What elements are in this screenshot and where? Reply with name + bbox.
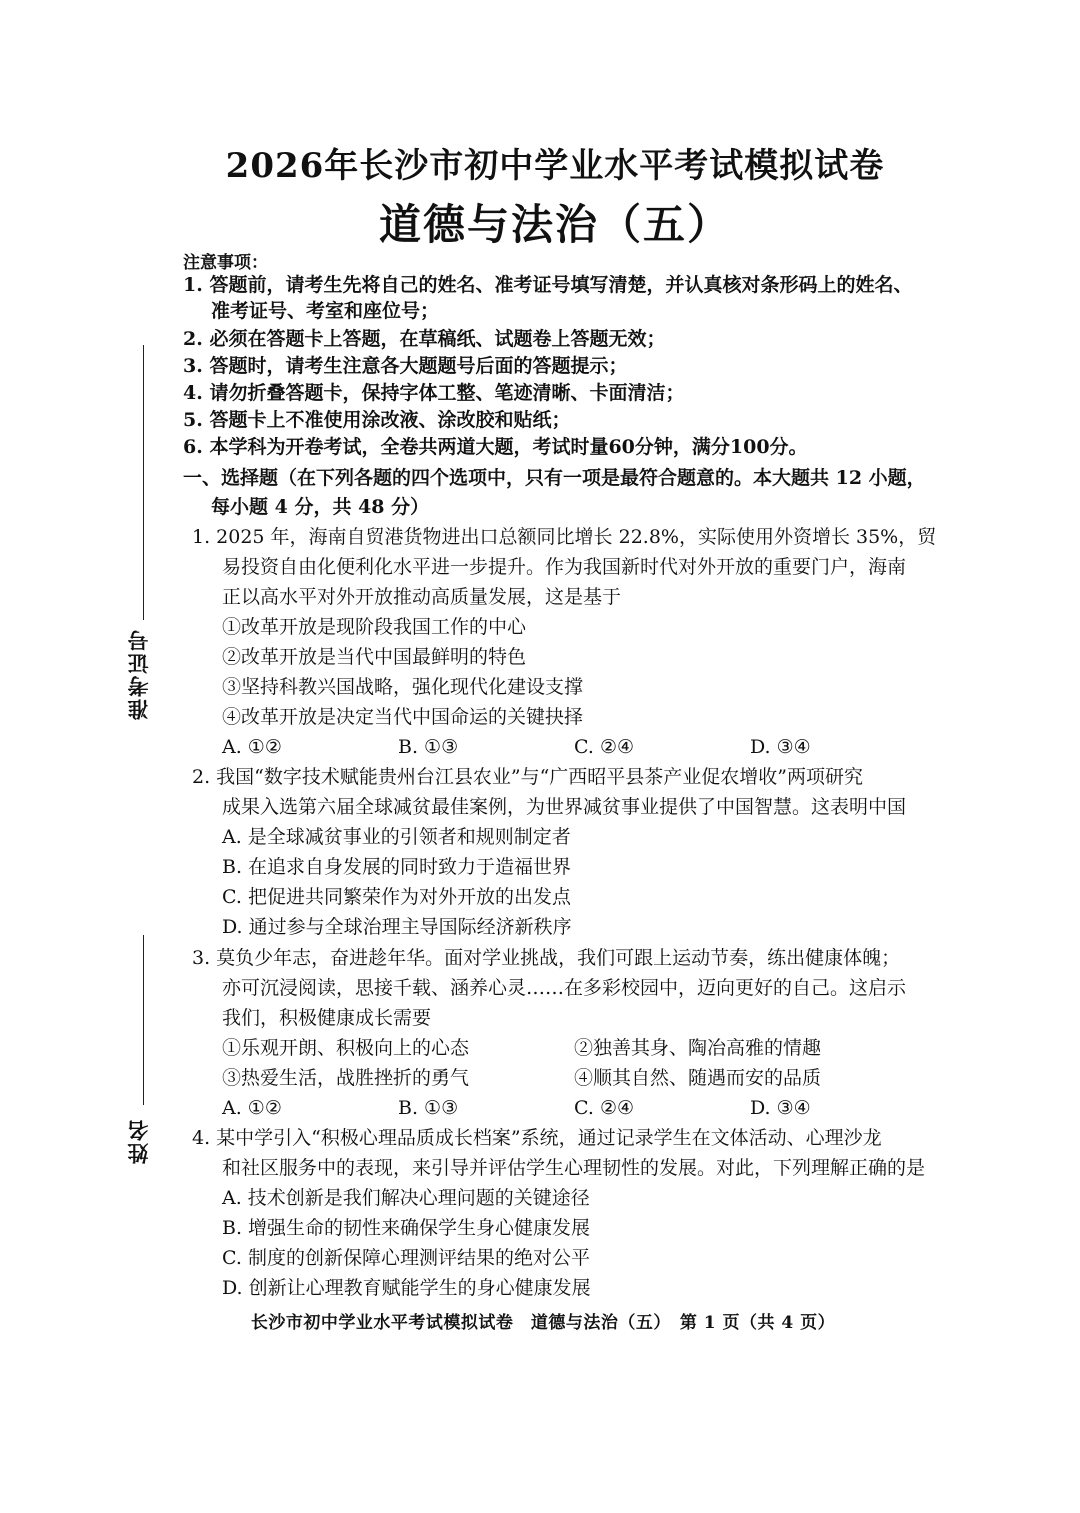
question-1-text: 1. 2025 年，海南自贸港货物进出口总额同比增长 22.8%，实际使用外资增长 35%，贸 [192, 526, 937, 548]
page-footer: 长沙市初中学业水平考试模拟试卷 道德与法治（五） 第 1 页（共 4 页） [250, 1313, 836, 1333]
question-2-option-a: A. 是全球减贫事业的引领者和规则制定者 [222, 826, 571, 848]
question-2-text: 成果入选第六届全球减贫最佳案例，为世界减贫事业提供了中国智慧。这表明中国 [222, 796, 907, 818]
question-4-option-c: C. 制度的创新保障心理测评结果的绝对公平 [222, 1247, 590, 1269]
question-1-option-c: C. ②④ [574, 736, 635, 758]
exam-subtitle: 道德与法治（五） [378, 200, 731, 249]
question-1-option-b: B. ①③ [398, 736, 459, 758]
note-item: 4. 请勿折叠答题卡，保持字体工整、笔迹清晰、卡面清洁； [183, 382, 685, 404]
exam-id-label: 准考证号 [126, 628, 151, 720]
question-3-option-d: D. ③④ [750, 1097, 811, 1119]
question-3-option-a: A. ①② [222, 1097, 282, 1119]
section-heading-cont: 每小题 4 分，共 48 分） [211, 496, 430, 518]
question-1-statement: ①改革开放是现阶段我国工作的中心 [222, 616, 527, 638]
question-3-option-b: B. ①③ [398, 1097, 459, 1119]
question-3-text: 3. 莫负少年志，奋进趁年华。面对学业挑战，我们可跟上运动节奏，练出健康体魄； [192, 947, 901, 969]
question-1-option-d: D. ③④ [750, 736, 811, 758]
question-3-text: 亦可沉浸阅读，思接千载、涵养心灵……在多彩校园中，迈向更好的自己。这启示 [222, 977, 907, 999]
exam-id-blank-line [143, 345, 144, 620]
question-2-option-d: D. 通过参与全球治理主导国际经济新秩序 [222, 916, 572, 938]
notes-heading: 注意事项： [183, 253, 268, 273]
question-1-statement: ②改革开放是当代中国最鲜明的特色 [222, 646, 527, 668]
question-1-option-a: A. ①② [222, 736, 282, 758]
question-4-text: 4. 某中学引入“积极心理品质成长档案”系统，通过记录学生在文体活动、心理沙龙 [192, 1127, 882, 1149]
question-4-text: 和社区服务中的表现，来引导并评估学生心理韧性的发展。对此，下列理解正确的是 [222, 1157, 926, 1179]
note-item: 5. 答题卡上不准使用涂改液、涂改胶和贴纸； [183, 409, 571, 431]
note-item: 准考证号、考室和座位号； [211, 300, 440, 322]
question-2-text: 2. 我国“数字技术赋能贵州台江县农业”与“广西昭平县茶产业促农增收”两项研究 [192, 766, 864, 788]
question-1-statement: ④改革开放是决定当代中国命运的关键抉择 [222, 706, 584, 728]
question-2-option-c: C. 把促进共同繁荣作为对外开放的出发点 [222, 886, 571, 908]
note-item: 3. 答题时，请考生注意各大题题号后面的答题提示； [183, 355, 628, 377]
question-3-statement: ②独善其身、陶冶高雅的情趣 [574, 1037, 822, 1059]
question-4-option-d: D. 创新让心理教育赋能学生的身心健康发展 [222, 1277, 591, 1299]
question-1-text: 易投资自由化便利化水平进一步提升。作为我国新时代对外开放的重要门户，海南 [222, 556, 907, 578]
question-3-statement: ④顺其自然、随遇而安的品质 [574, 1067, 822, 1089]
note-item: 2. 必须在答题卡上答题，在草稿纸、试题卷上答题无效； [183, 328, 666, 350]
section-heading: 一、选择题（在下列各题的四个选项中，只有一项是最符合题意的。本大题共 12 小题， [183, 467, 926, 489]
question-4-option-a: A. 技术创新是我们解决心理问题的关键途径 [222, 1187, 590, 1209]
exam-title: 2026年长沙市初中学业水平考试模拟试卷 [225, 146, 885, 186]
note-item: 1. 答题前，请考生先将自己的姓名、准考证号填写清楚，并认真核对条形码上的姓名、 [183, 274, 913, 296]
question-3-statement: ③热爱生活，战胜挫折的勇气 [222, 1067, 470, 1089]
question-3-option-c: C. ②④ [574, 1097, 635, 1119]
question-1-statement: ③坚持科教兴国战略，强化现代化建设支撑 [222, 676, 584, 698]
question-1-text: 正以高水平对外开放推动高质量发展，这是基于 [222, 586, 622, 608]
question-3-statement: ①乐观开朗、积极向上的心态 [222, 1037, 470, 1059]
question-2-option-b: B. 在追求自身发展的同时致力于造福世界 [222, 856, 572, 878]
name-label: 姓名 [126, 1118, 151, 1164]
note-item: 6. 本学科为开卷考试，全卷共两道大题，考试时量60分钟，满分100分。 [183, 436, 808, 458]
question-4-option-b: B. 增强生命的韧性来确保学生身心健康发展 [222, 1217, 591, 1239]
question-3-text: 我们，积极健康成长需要 [222, 1007, 432, 1029]
name-blank-line [143, 935, 144, 1105]
